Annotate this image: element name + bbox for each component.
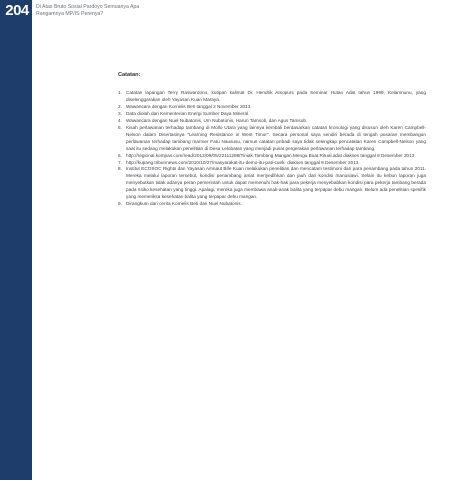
note-item xyxy=(118,90,426,104)
note-number: 4. xyxy=(118,117,122,123)
note-text: Wawancara dengan Kornelis Beti tanggal 2 November 2013. xyxy=(126,103,252,109)
note-number: 1. xyxy=(118,90,122,95)
running-header-line-1: Di Atas Bruto Sosial Pardoyo Semuanya Apa xyxy=(36,4,140,10)
note-text: Data diolah dari Kementerian Energi Sumber Daya Mineral. xyxy=(126,110,250,116)
note-number: 2. xyxy=(118,103,122,109)
note-text: Wawancara dengan Nuel Nubatonis, Um Nubatonis, Harun Tamsob, dan Agus Tamsob. xyxy=(126,117,308,123)
note-text: http://kupang.tribunnews.com/2010/10/27/masyarakat-itu-demo-itu-pati-cuek- diakses tanggal 8 Desember 2013. xyxy=(126,159,360,165)
page-number: 204 xyxy=(5,2,29,19)
note-text: Kisah perlawanan terhadap tambang di Mollo Utara yang lainnya kembali berdasarkan catatan kronologi yang disusun oleh Karen Campbell-Nelson dalam Disertasinya "Learning Resistance in West Timor". Secara personal saya sendiri berada di tengah pusaran membangun perlawanan terhadap tambang marmer Fatu Naususu, namun catatan pribadi saya tidak selengkap pencatatan Karen Campbell-Nelson yang saat itu sedang melakukan penelitian di Desa Lelobatan yang menjadi pusat pergerakan perlawanan terhadap tambang. xyxy=(126,124,426,151)
note-item xyxy=(118,111,426,118)
notes-list xyxy=(118,90,426,208)
note-text: Catatan lapangan Terry Raswardono, kutipan kalimat Dr. Hendrik Atsopurs pada Seminar Hutan Adat tahun 1999, Kelamnunu, yang diselenggarakan oleh Yayasan Kuan Maraya. xyxy=(126,90,426,102)
note-item xyxy=(118,125,426,153)
note-item xyxy=(118,104,426,111)
note-item xyxy=(118,160,426,167)
note-text: Institut ECOSOC Rights dan Yayasan Amnaut Bife Kuan melakukan penelitian dan mencatam testimoni dari para penambang pada tahun 2011. Mereka melalui laporan tersebut, kondisi penambang amat menyedihkan dan jauh dari kondisi manusiawi. Selain itu kebun laporan juga menyebutkan tidak adanya peran pemerintah untuk dapat memenuhi hak-hak para pekerja menyebabkan kondisi para pekerja tambang berada pada risiko kesehatan yang tinggi. Apalagi, mereka juga membawa anak-anak balita yang terpapar debu mangan. Belum ada penelitian spesifik yang memeriksa kesehatan balita yang terpapar debu mangan. xyxy=(126,166,426,200)
note-item xyxy=(118,166,426,201)
running-header-line-2: Rangamnya MP/IS Perenya? xyxy=(36,10,104,17)
note-number: 6. xyxy=(118,152,122,158)
note-item xyxy=(118,118,426,125)
note-item xyxy=(118,153,426,160)
note-number: 5. xyxy=(118,124,122,130)
note-number: 3. xyxy=(118,110,122,116)
note-number: 7. xyxy=(118,159,122,165)
note-number: 9. xyxy=(118,201,122,207)
note-number: 8. xyxy=(118,166,122,172)
notes-title: Catatan: xyxy=(118,72,141,78)
notes-section xyxy=(118,72,426,208)
running-header xyxy=(36,4,166,17)
note-text: http://regional.kompas.com/read/2012/09/05/22111288/Tiniak.Tambang.Mangan.Mengu.Buat.Ritual.adat diakses tanggal 8 Desember 2013. xyxy=(126,152,416,158)
note-item xyxy=(118,201,426,208)
note-text: Dirangkum dari cerita Kornelis Beti dan Nuel Nubatonis. xyxy=(126,201,242,207)
page-side-bar xyxy=(0,0,32,480)
